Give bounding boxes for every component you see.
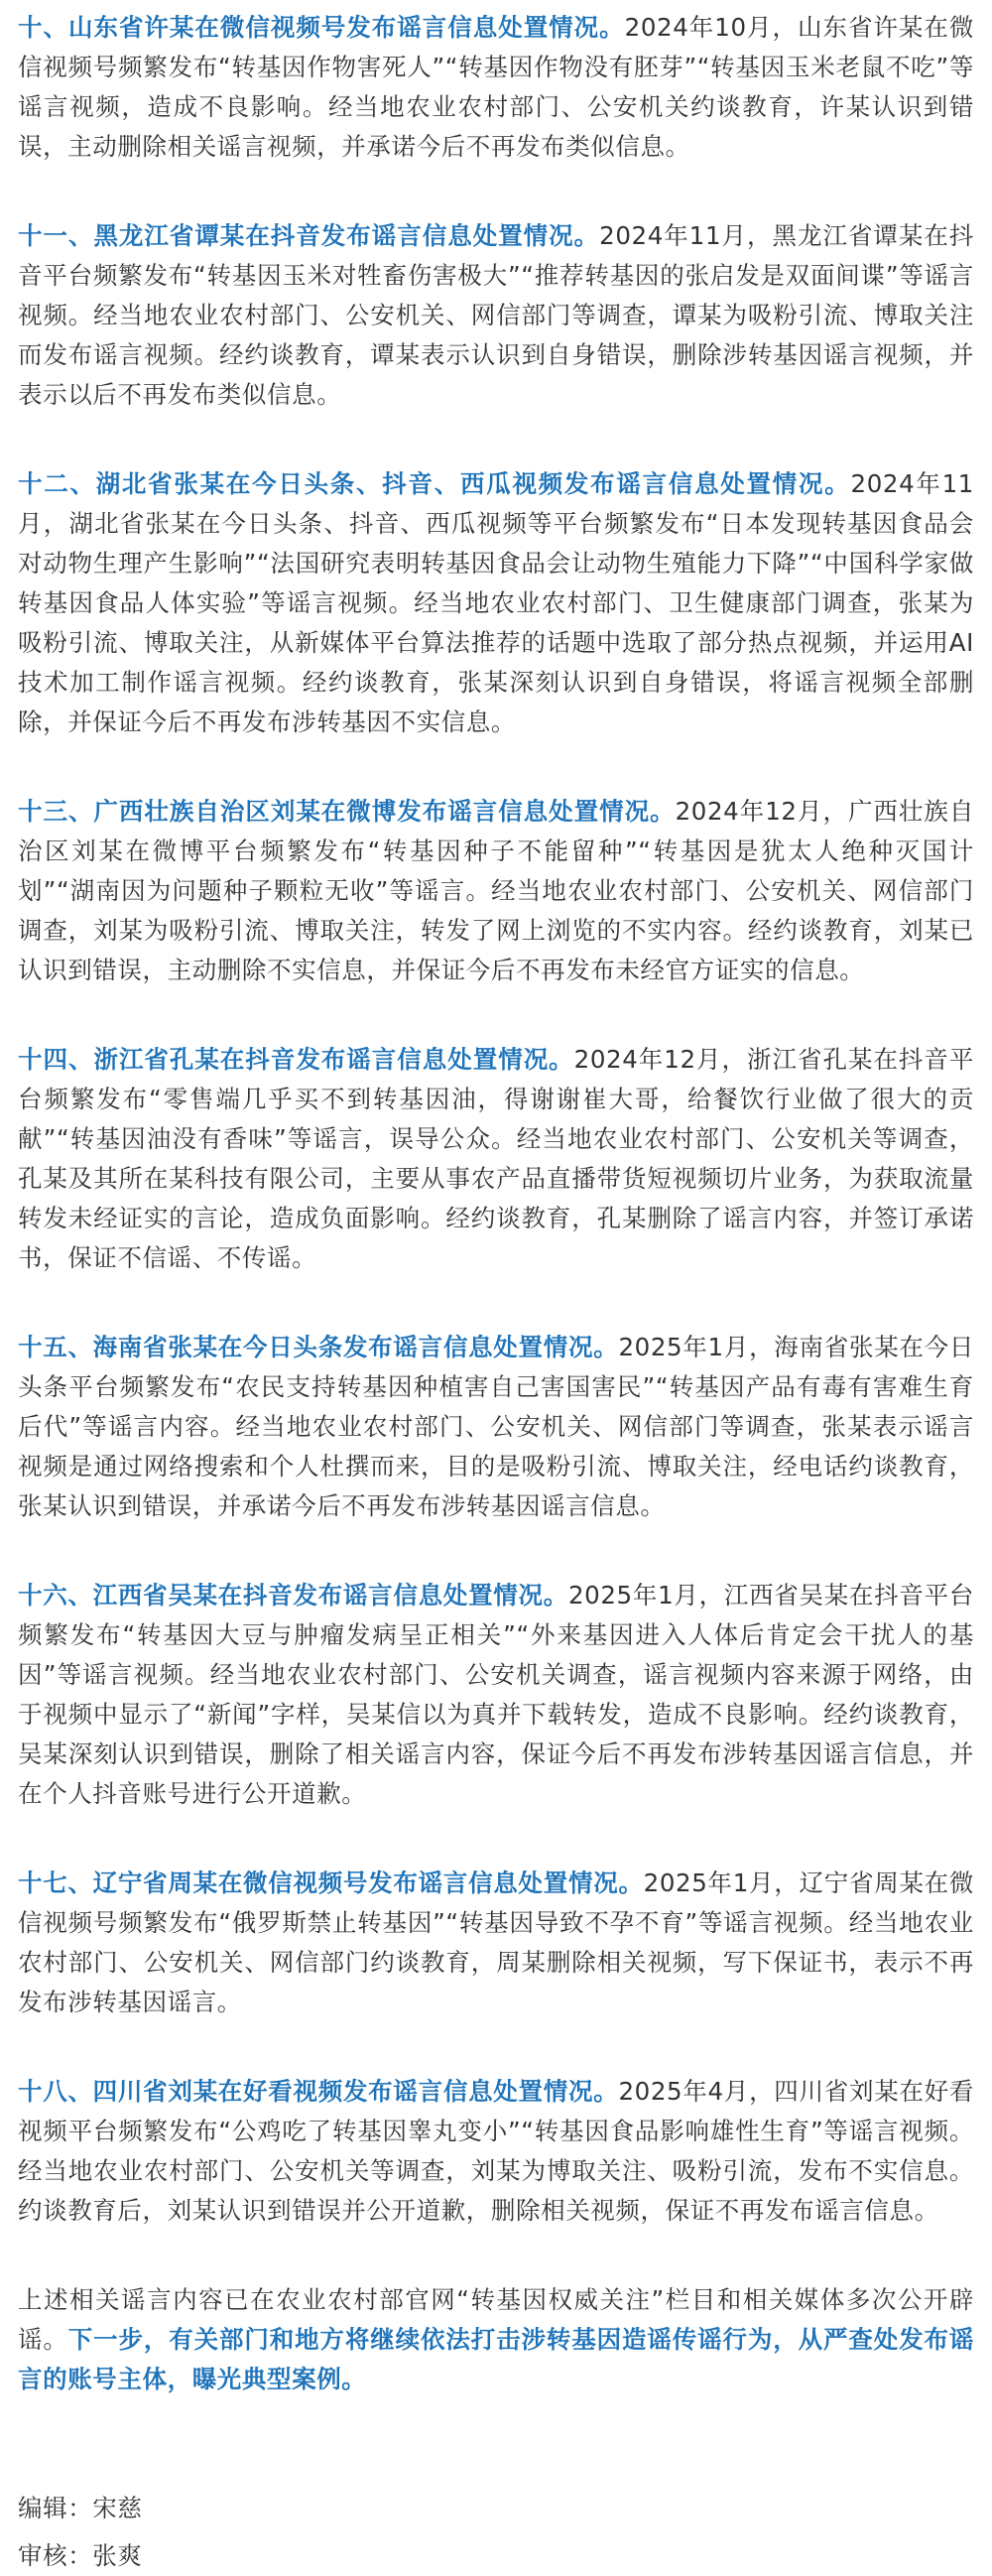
- case-body: 2024年11月，黑龙江省谭某在抖音平台频繁发布“转基因玉米对牲畜伤害极大”“推荐转基因的张启发是双面间谍”等谣言视频。经当地农业农村部门、公安机关、网信部门等调查，谭某为吸粉引流、博取关注而发布谣言视频。经约谈教育，谭某表示认识到自身错误，删除涉转基因谣言视频，并表示以后不再发布类似信息。: [18, 221, 974, 409]
- case-12: [18, 464, 974, 742]
- case-17: [18, 1864, 974, 2022]
- editor-credit: 编辑：宋慈: [18, 2494, 143, 2522]
- credits: [18, 2489, 974, 2576]
- case-title: 十三、广西壮族自治区刘某在微博发布谣言信息处置情况。: [18, 797, 676, 826]
- case-title: 十六、江西省吴某在抖音发布谣言信息处置情况。: [18, 1581, 568, 1610]
- case-13: [18, 792, 974, 990]
- summary-paragraph: [18, 2280, 974, 2399]
- case-title: 十八、四川省刘某在好看视频发布谣言信息处置情况。: [18, 2077, 619, 2106]
- case-title: 十一、黑龙江省谭某在抖音发布谣言信息处置情况。: [18, 221, 600, 250]
- case-body: 2024年10月，山东省许某在微信视频号频繁发布“转基因作物害死人”“转基因作物没有胚芽”“转基因玉米老鼠不吃”等谣言视频，造成不良影响。经当地农业农村部门、公安机关约谈教育，许某认识到错误，主动删除相关谣言视频，并承诺今后不再发布类似信息。: [18, 13, 974, 161]
- case-18: [18, 2072, 974, 2231]
- reviewer-credit: 审核：张爽: [18, 2541, 143, 2570]
- case-title: 十、山东省许某在微信视频号发布谣言信息处置情况。: [18, 13, 625, 42]
- case-body: 2024年12月，浙江省孔某在抖音平台频繁发布“零售端几乎买不到转基因油，得谢谢崔大哥，给餐饮行业做了很大的贡献”“转基因油没有香味”等谣言，误导公众。经当地农业农村部门、公安机关等调查，孔某及其所在某科技有限公司，主要从事农产品直播带货短视频切片业务，为获取流量转发未经证实的言论，造成负面影响。经约谈教育，孔某删除了谣言内容，并签订承诺书，保证不信谣、不传谣。: [18, 1045, 974, 1272]
- case-16: [18, 1576, 974, 1814]
- case-title: 十七、辽宁省周某在微信视频号发布谣言信息处置情况。: [18, 1868, 644, 1897]
- case-15: [18, 1328, 974, 1526]
- case-title: 十五、海南省张某在今日头条发布谣言信息处置情况。: [18, 1333, 619, 1361]
- case-10: [18, 8, 974, 167]
- case-body: 2025年1月，海南省张某在今日头条平台频繁发布“农民支持转基因种植害自己害国害民”“转基因产品有毒有害难生育后代”等谣言内容。经当地农业农村部门、公安机关、网信部门等调查，张某表示谣言视频是通过网络搜索和个人杜撰而来，目的是吸粉引流、博取关注，经电话约谈教育，张某认识到错误，并承诺今后不再发布涉转基因谣言信息。: [18, 1333, 974, 1520]
- case-body: 2025年1月，辽宁省周某在微信视频号频繁发布“俄罗斯禁止转基因”“转基因导致不孕不育”等谣言视频。经当地农业农村部门、公安机关、网信部门约谈教育，周某删除相关视频，写下保证书，表示不再发布涉转基因谣言。: [18, 1868, 975, 2016]
- case-14: [18, 1040, 974, 1278]
- summary-highlight: 下一步，有关部门和地方将继续依法打击涉转基因造谣传谣行为，从严查处发布谣言的账号主体，曝光典型案例。: [18, 2325, 974, 2393]
- case-title: 十二、湖北省张某在今日头条、抖音、西瓜视频发布谣言信息处置情况。: [18, 469, 851, 498]
- summary-text: 上述相关谣言内容已在农业农村部官网“转基因权威关注”栏目和相关媒体多次公开辟谣。: [18, 2285, 974, 2354]
- case-body: 2025年1月，江西省吴某在抖音平台频繁发布“转基因大豆与肿瘤发病呈正相关”“外来基因进入人体后肯定会干扰人的基因”等谣言视频。经当地农业农村部门、公安机关调查，谣言视频内容来源于网络，由于视频中显示了“新闻”字样，吴某信以为真并下载转发，造成不良影响。经约谈教育，吴某深刻认识到错误，删除了相关谣言内容，保证今后不再发布涉转基因谣言信息，并在个人抖音账号进行公开道歉。: [18, 1581, 974, 1808]
- case-body: 2024年12月，广西壮族自治区刘某在微博平台频繁发布“转基因种子不能留种”“转基因是犹太人绝种灭国计划”“湖南因为问题种子颗粒无收”等谣言。经当地农业农村部门、公安机关、网信部门调查，刘某为吸粉引流、博取关注，转发了网上浏览的不实内容。经约谈教育，刘某已认识到错误，主动删除不实信息，并保证今后不再发布未经官方证实的信息。: [18, 797, 974, 984]
- case-body: 2025年4月，四川省刘某在好看视频平台频繁发布“公鸡吃了转基因睾丸变小”“转基因食品影响雄性生育”等谣言视频。经当地农业农村部门、公安机关等调查，刘某为博取关注、吸粉引流，发布不实信息。约谈教育后，刘某认识到错误并公开道歉，删除相关视频，保证不再发布谣言信息。: [18, 2077, 974, 2225]
- case-body: 2024年11月，湖北省张某在今日头条、抖音、西瓜视频等平台频繁发布“日本发现转基因食品会对动物生理产生影响”“法国研究表明转基因食品会让动物生殖能力下降”“中国科学家做转基因食品人体实验”等谣言视频。经当地农业农村部门、卫生健康部门调查，张某为吸粉引流、博取关注，从新媒体平台算法推荐的话题中选取了部分热点视频，并运用AI技术加工制作谣言视频。经约谈教育，张某深刻认识到自身错误，将谣言视频全部删除，并保证今后不再发布涉转基因不实信息。: [18, 469, 974, 736]
- case-11: [18, 216, 974, 415]
- case-title: 十四、浙江省孔某在抖音发布谣言信息处置情况。: [18, 1045, 574, 1074]
